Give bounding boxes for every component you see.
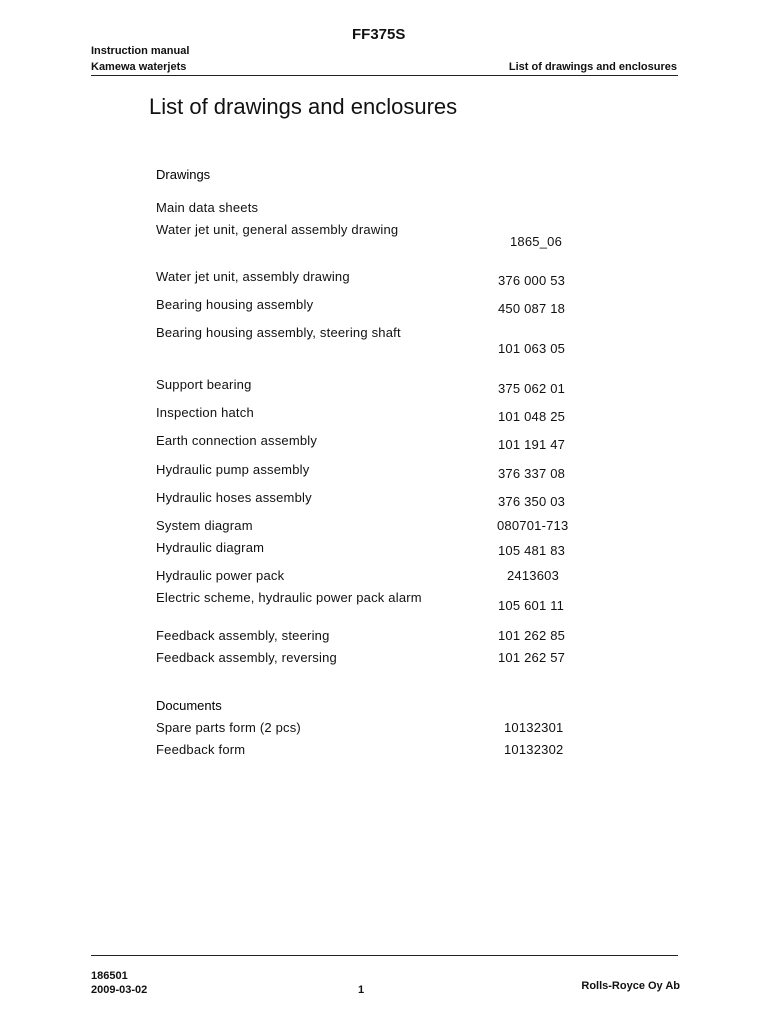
item-number: 101 063 05 — [498, 341, 566, 356]
item-label: Water jet unit, assembly drawing — [156, 269, 350, 284]
item-number: 2413603 — [507, 568, 560, 583]
item-label: Inspection hatch — [156, 405, 254, 420]
product-line: Kamewa waterjets — [91, 61, 187, 73]
drawings-heading: Drawings — [156, 167, 211, 182]
item-label: Spare parts form (2 pcs) — [156, 720, 301, 735]
item-number: 376 000 53 — [498, 273, 566, 288]
company-name: Rolls-Royce Oy Ab — [581, 980, 680, 992]
item-number: 10132302 — [504, 742, 564, 757]
item-label: Bearing housing assembly — [156, 297, 314, 312]
item-number: 101 262 57 — [498, 650, 566, 665]
item-label: Support bearing — [156, 377, 252, 392]
item-number: 376 350 03 — [498, 494, 566, 509]
item-label: Hydraulic diagram — [156, 540, 265, 555]
item-number: 105 481 83 — [498, 543, 566, 558]
item-number: 101 191 47 — [498, 437, 566, 452]
item-label: Bearing housing assembly, steering shaft — [156, 325, 401, 340]
doc-date: 2009-03-02 — [91, 984, 148, 996]
item-label: Feedback assembly, steering — [156, 628, 330, 643]
item-label: Earth connection assembly — [156, 433, 318, 448]
page-title: List of drawings and enclosures — [149, 94, 458, 119]
item-label: Hydraulic pump assembly — [156, 462, 310, 477]
item-number: 376 337 08 — [498, 466, 566, 481]
item-label: Feedback form — [156, 742, 246, 757]
item-number: 080701-713 — [497, 518, 569, 533]
item-label: System diagram — [156, 518, 253, 533]
item-number: 450 087 18 — [498, 301, 566, 316]
item-label: Hydraulic power pack — [156, 568, 285, 583]
doc-type: Instruction manual — [91, 45, 190, 57]
page-number: 1 — [358, 984, 365, 996]
item-number: 1865_06 — [510, 234, 563, 249]
item-label: Feedback assembly, reversing — [156, 650, 337, 665]
item-label: Main data sheets — [156, 200, 259, 215]
item-number: 105 601 11 — [498, 598, 565, 613]
item-label: Hydraulic hoses assembly — [156, 490, 312, 505]
item-label: Electric scheme, hydraulic power pack alarm — [156, 590, 422, 605]
product-code: FF375S — [352, 26, 406, 43]
documents-heading: Documents — [156, 698, 222, 713]
item-number: 101 262 85 — [498, 628, 566, 643]
item-number: 101 048 25 — [498, 409, 566, 424]
header-section-name: List of drawings and enclosures — [508, 61, 677, 73]
doc-number: 186501 — [91, 970, 128, 982]
item-number: 10132301 — [504, 720, 564, 735]
item-label: Water jet unit, general assembly drawing — [156, 222, 399, 237]
item-number: 375 062 01 — [498, 381, 566, 396]
footer-divider — [91, 955, 678, 956]
header-divider — [91, 75, 678, 76]
